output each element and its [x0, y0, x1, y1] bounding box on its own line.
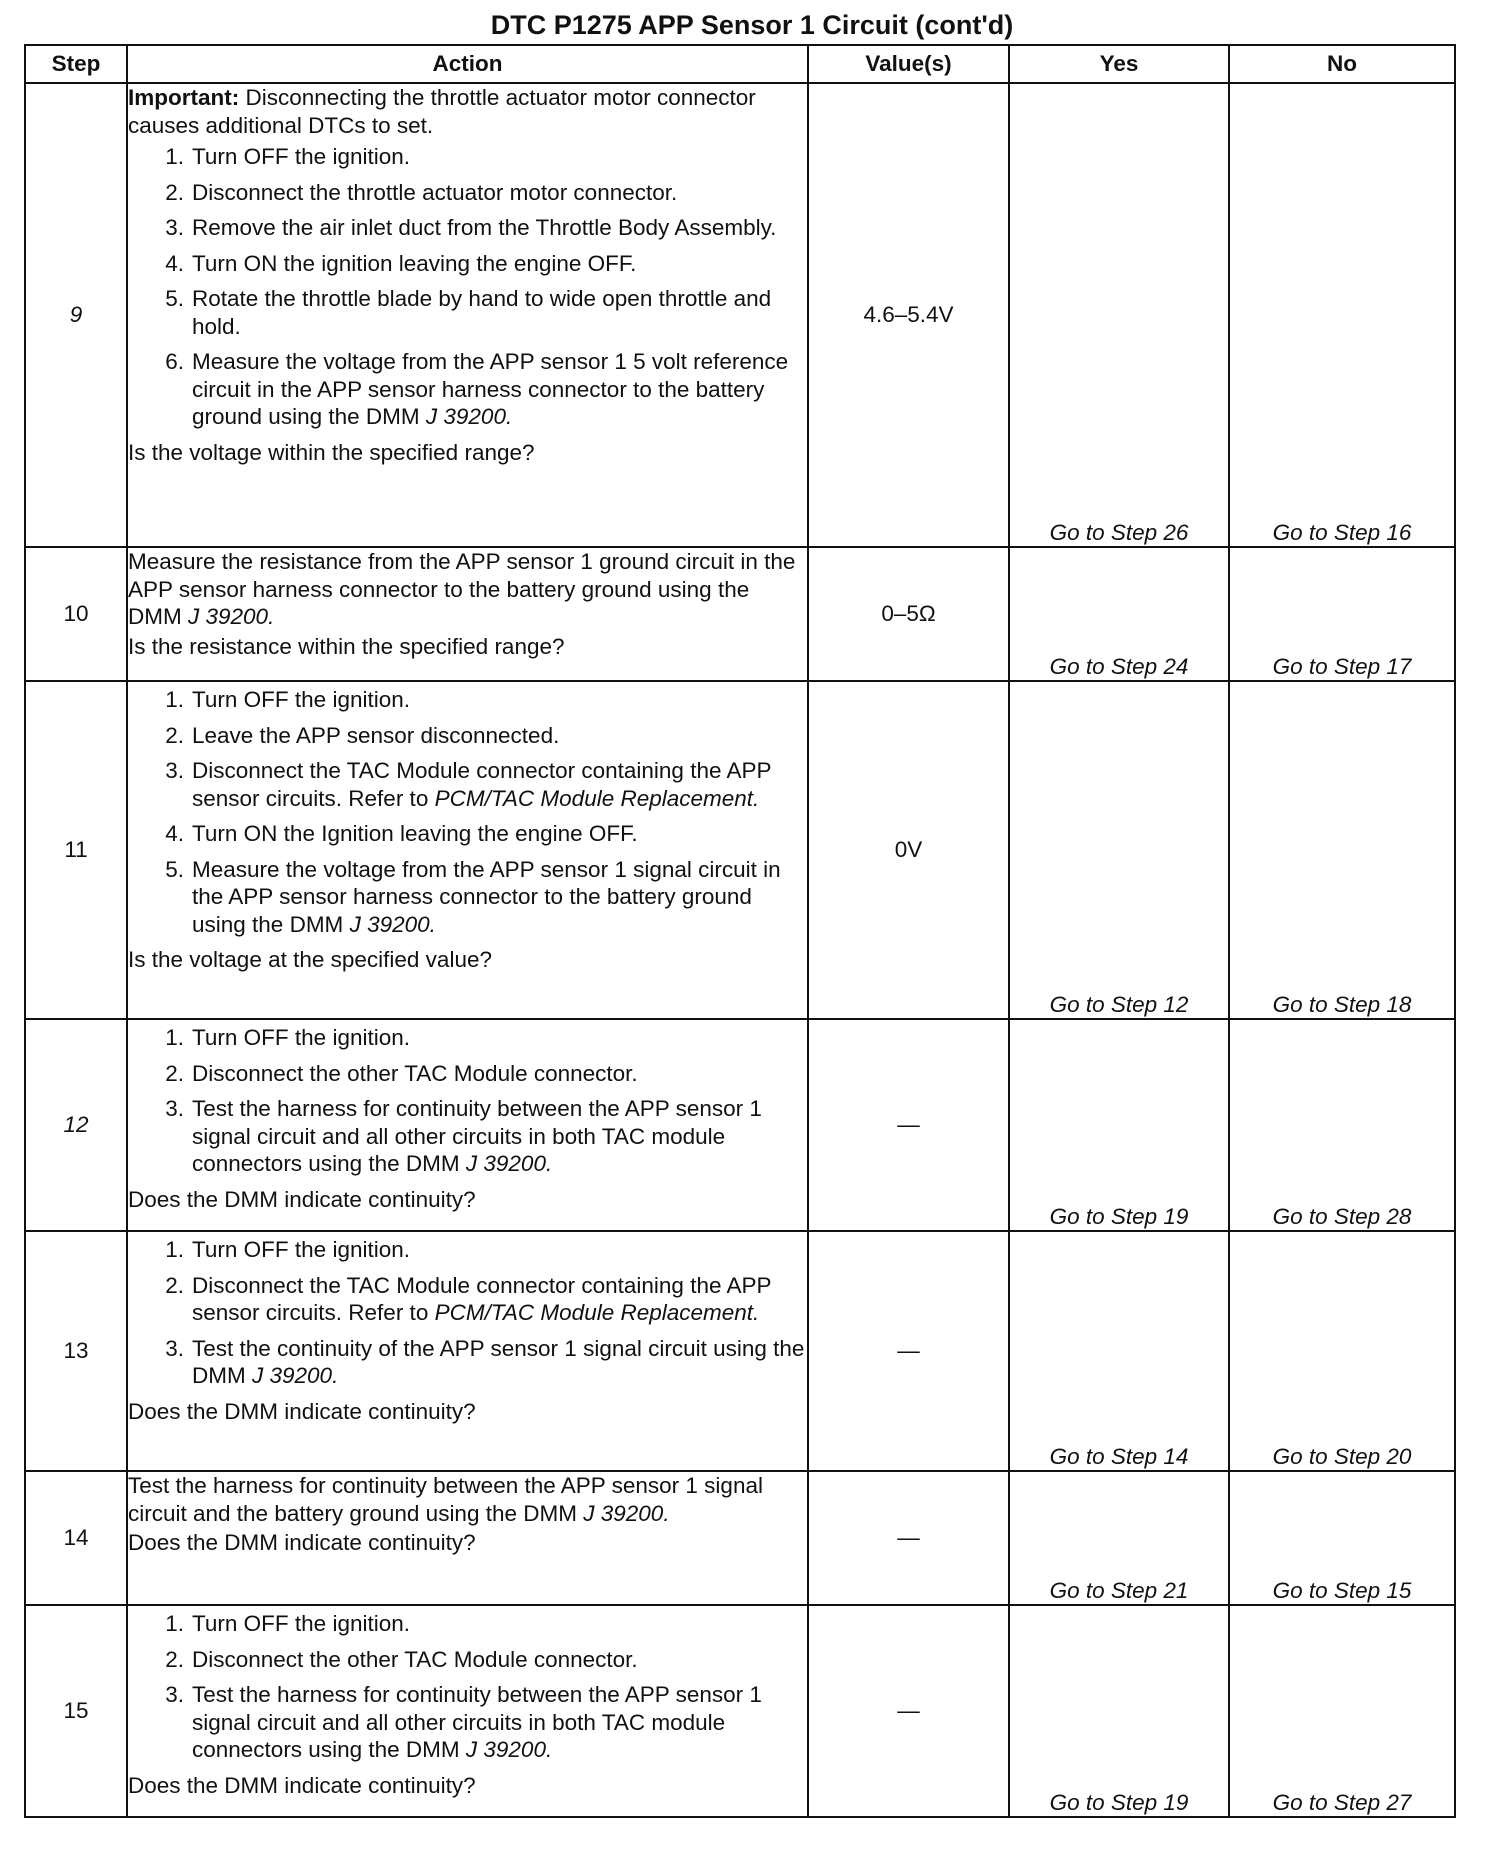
step-number: 14 [25, 1471, 127, 1605]
important-note [128, 84, 807, 139]
step-index: 5. [165, 286, 184, 311]
tool-reference: J 39200. [583, 1500, 670, 1526]
yes-goto: Go to Step 19 [1009, 1019, 1229, 1231]
no-goto: Go to Step 20 [1229, 1231, 1455, 1471]
step-index: 1. [165, 1237, 184, 1262]
list-item [128, 1335, 807, 1390]
step-index: 1. [165, 1025, 184, 1050]
step-text [192, 856, 807, 939]
list-item [128, 1024, 807, 1052]
step-text: Turn OFF the ignition. [192, 1611, 411, 1636]
step-text: Disconnect the other TAC Module connector. [192, 1646, 638, 1672]
step-index: 2. [165, 722, 184, 748]
step-text-body: Measure the voltage from the APP sensor 1 signal circuit in the APP sensor harness connector to the battery ground using the DMM [192, 856, 781, 937]
step-index: 2. [165, 1272, 184, 1298]
table-row [25, 83, 1455, 547]
step-text: Rotate the throttle blade by hand to wide open throttle and hold. [192, 286, 772, 339]
step-text [192, 348, 807, 431]
yes-goto: Go to Step 26 [1009, 83, 1229, 547]
step-number: 12 [25, 1019, 127, 1231]
value-cell: — [808, 1471, 1009, 1605]
procedure-list [128, 686, 807, 938]
step-index: 1. [165, 1611, 184, 1636]
step-index: 3. [165, 1682, 184, 1707]
step-text: Remove the air inlet duct from the Throttle Body Assembly. [192, 215, 777, 240]
important-label: Important: [128, 85, 240, 110]
value-cell: 0–5Ω [808, 547, 1009, 681]
step-text-body: Test the harness for continuity between the APP sensor 1 signal circuit and all other circuits in both TAC module connectors using the DMM [192, 1682, 762, 1762]
list-item [128, 143, 807, 171]
step-index: 3. [165, 758, 184, 783]
question-text: Does the DMM indicate continuity? [128, 1530, 476, 1555]
table-row [25, 681, 1455, 1019]
question-text: Does the DMM indicate continuity? [128, 1772, 476, 1798]
yes-goto: Go to Step 14 [1009, 1231, 1229, 1471]
step-text [192, 1335, 807, 1390]
step-number: 10 [25, 547, 127, 681]
list-item [128, 757, 807, 812]
list-item [128, 1095, 807, 1178]
header-no: No [1229, 45, 1455, 83]
list-item [128, 820, 807, 848]
important-text: Disconnecting the throttle actuator motor connector causes additional DTCs to set. [128, 85, 756, 138]
step-text-body: Measure the voltage from the APP sensor 1 5 volt reference circuit in the APP sensor harness connector to the battery ground using the DMM [192, 349, 789, 429]
step-text: Turn ON the ignition leaving the engine OFF. [192, 250, 637, 276]
step-index: 2. [165, 179, 184, 205]
step-text [192, 1095, 807, 1178]
list-item [128, 1681, 807, 1764]
no-goto: Go to Step 15 [1229, 1471, 1455, 1605]
step-index: 3. [165, 1096, 184, 1121]
no-goto: Go to Step 18 [1229, 681, 1455, 1019]
action-cell [127, 1231, 808, 1471]
step-index: 4. [165, 821, 184, 846]
step-text: Turn OFF the ignition. [192, 1237, 411, 1262]
step-index: 6. [165, 349, 184, 374]
list-item [128, 1272, 807, 1327]
tool-reference: J 39200. [252, 1363, 339, 1388]
list-item [128, 348, 807, 431]
yes-goto: Go to Step 21 [1009, 1471, 1229, 1605]
tool-reference: J 39200. [425, 404, 513, 429]
list-item [128, 1060, 807, 1088]
question-text: Does the DMM indicate continuity? [128, 1398, 476, 1424]
table-row [25, 547, 1455, 681]
step-text-body: Test the harness for continuity between the APP sensor 1 signal circuit and all other circuits in both TAC module connectors using the DMM [192, 1096, 762, 1176]
procedure-reference: PCM/TAC Module Replacement. [434, 1300, 760, 1325]
yes-goto: Go to Step 19 [1009, 1605, 1229, 1817]
list-item [128, 856, 807, 939]
tool-reference: J 39200. [465, 1737, 553, 1762]
list-item [128, 686, 807, 714]
value-cell: 0V [808, 681, 1009, 1019]
step-number: 9 [25, 83, 127, 547]
list-item [128, 285, 807, 340]
step-text: Disconnect the other TAC Module connector. [192, 1060, 638, 1086]
question-text: Is the voltage within the specified range? [128, 439, 535, 465]
table-row [25, 1231, 1455, 1471]
diagnostic-table [24, 44, 1456, 1818]
action-text [128, 1472, 807, 1527]
header-action: Action [127, 45, 808, 83]
action-text-body: Test the harness for continuity between the APP sensor 1 signal circuit and the battery ground using the DMM [128, 1473, 763, 1526]
action-text-body: Measure the resistance from the APP sensor 1 ground circuit in the APP sensor harness connector to the battery ground using the DMM [128, 549, 796, 629]
procedure-list [128, 1610, 807, 1764]
header-row [25, 45, 1455, 83]
list-item [128, 722, 807, 750]
tool-reference: J 39200. [349, 911, 436, 937]
step-text: Turn OFF the ignition. [192, 687, 411, 712]
value-cell: — [808, 1019, 1009, 1231]
header-yes: Yes [1009, 45, 1229, 83]
step-text: Turn OFF the ignition. [192, 1025, 411, 1050]
tool-reference: J 39200. [465, 1151, 553, 1176]
step-index: 2. [165, 1646, 184, 1672]
list-item [128, 250, 807, 278]
no-goto: Go to Step 16 [1229, 83, 1455, 547]
no-goto: Go to Step 27 [1229, 1605, 1455, 1817]
step-text-body: Test the continuity of the APP sensor 1 signal circuit using the DMM [192, 1335, 805, 1388]
step-index: 5. [165, 856, 184, 882]
step-index: 3. [165, 215, 184, 240]
step-text-body: Disconnect the TAC Module connector containing the APP sensor circuits. Refer to [192, 1272, 772, 1325]
question-text: Does the DMM indicate continuity? [128, 1186, 476, 1212]
procedure-list [128, 1024, 807, 1178]
action-cell [127, 1605, 808, 1817]
action-cell [127, 1019, 808, 1231]
step-text: Turn ON the Ignition leaving the engine OFF. [192, 821, 638, 846]
value-cell: — [808, 1231, 1009, 1471]
yes-goto: Go to Step 12 [1009, 681, 1229, 1019]
no-goto: Go to Step 28 [1229, 1019, 1455, 1231]
procedure-list [128, 143, 807, 431]
step-index: 1. [165, 687, 184, 712]
list-item [128, 179, 807, 207]
step-text: Leave the APP sensor disconnected. [192, 722, 560, 748]
list-item [128, 1236, 807, 1264]
step-number: 15 [25, 1605, 127, 1817]
yes-goto: Go to Step 24 [1009, 547, 1229, 681]
step-text [192, 1272, 807, 1327]
no-goto: Go to Step 17 [1229, 547, 1455, 681]
list-item [128, 1646, 807, 1674]
list-item [128, 214, 807, 242]
table-row [25, 1471, 1455, 1605]
tool-reference: J 39200. [188, 604, 275, 629]
step-text: Turn OFF the ignition. [192, 144, 411, 169]
table-row [25, 1019, 1455, 1231]
action-text [128, 548, 807, 631]
action-cell [127, 83, 808, 547]
action-cell [127, 1471, 808, 1605]
step-index: 3. [165, 1335, 184, 1361]
action-cell [127, 681, 808, 1019]
action-cell [127, 547, 808, 681]
step-text-body: Disconnect the TAC Module connector containing the APP sensor circuits. Refer to [192, 758, 772, 811]
step-text [192, 1681, 807, 1764]
step-index: 4. [165, 250, 184, 276]
step-index: 2. [165, 1060, 184, 1086]
header-step: Step [25, 45, 127, 83]
step-index: 1. [165, 144, 184, 169]
step-number: 11 [25, 681, 127, 1019]
value-cell: 4.6–5.4V [808, 83, 1009, 547]
value-cell: — [808, 1605, 1009, 1817]
procedure-list [128, 1236, 807, 1390]
table-row [25, 1605, 1455, 1817]
header-values: Value(s) [808, 45, 1009, 83]
procedure-reference: PCM/TAC Module Replacement. [434, 785, 760, 811]
question-text: Is the voltage at the specified value? [128, 947, 492, 972]
step-text [192, 757, 807, 812]
page-title: DTC P1275 APP Sensor 1 Circuit (cont'd) [490, 10, 1014, 40]
step-number: 13 [25, 1231, 127, 1471]
question-text: Is the resistance within the specified range? [128, 633, 565, 659]
list-item [128, 1610, 807, 1638]
step-text: Disconnect the throttle actuator motor connector. [192, 179, 678, 205]
